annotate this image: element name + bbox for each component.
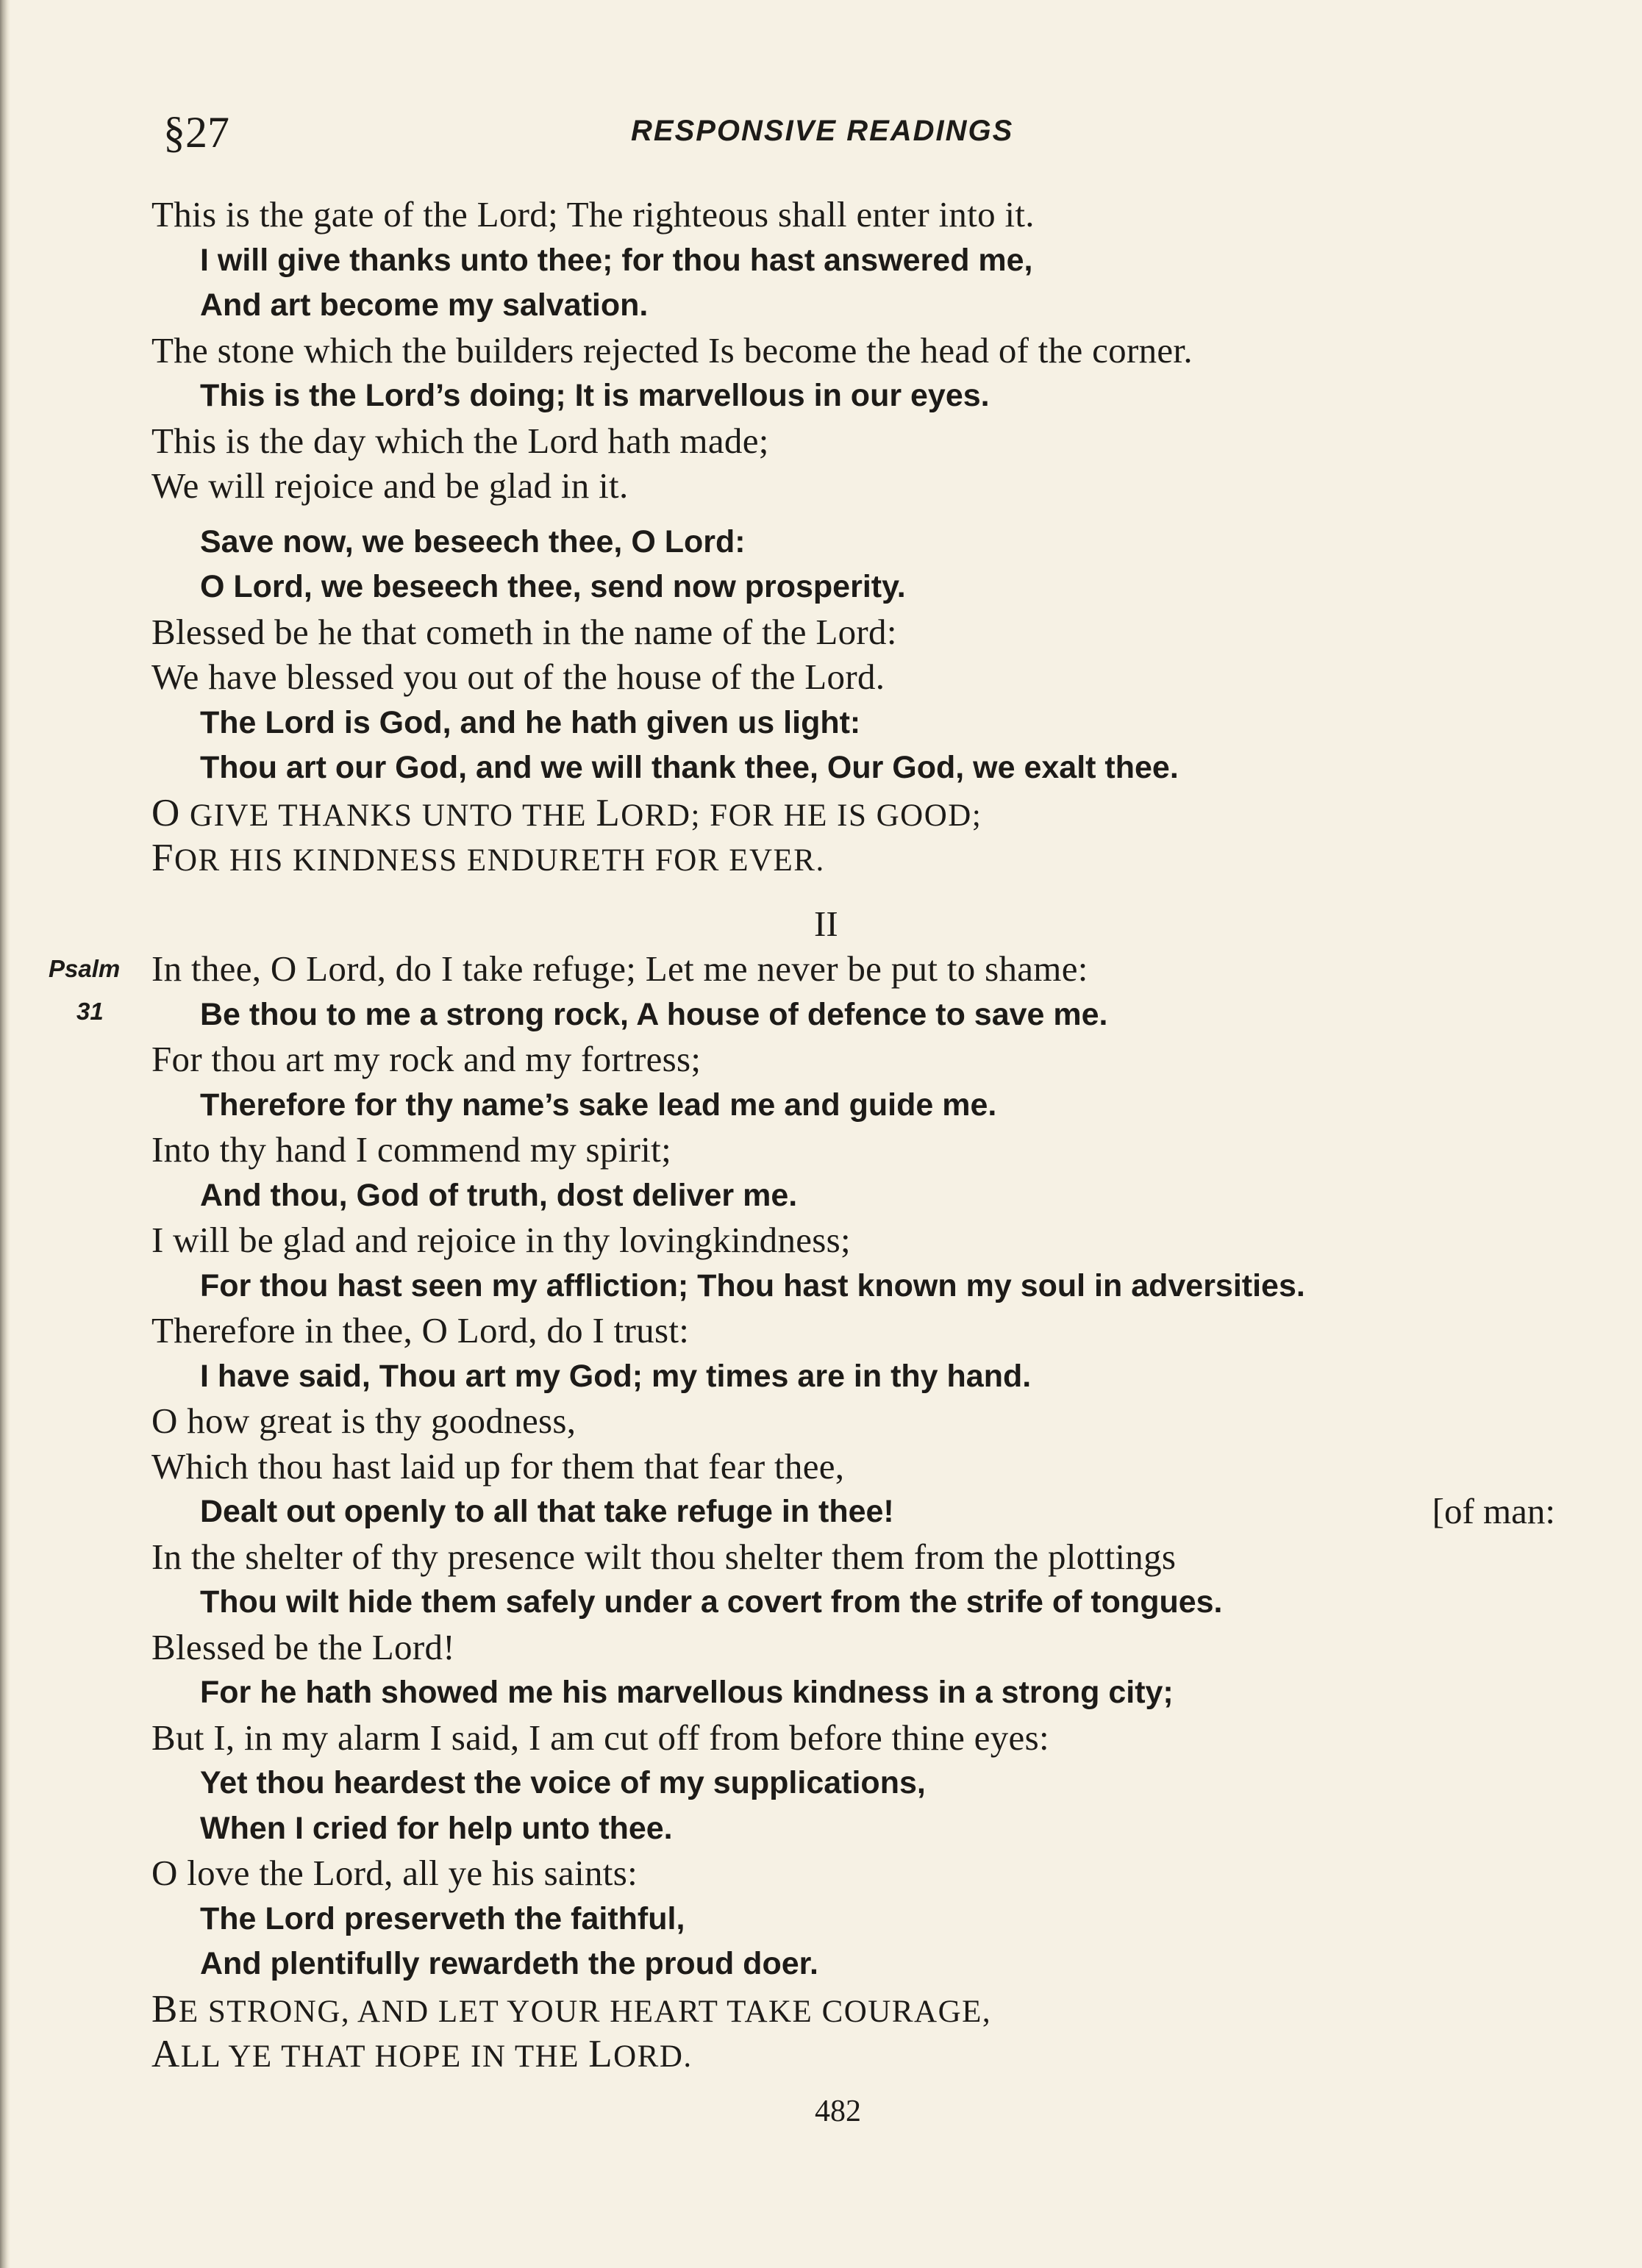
response-line: I will give thanks unto thee; for thou hast answered me, — [200, 242, 1033, 278]
line-text: When I cried for help unto thee. — [200, 1810, 673, 1846]
line-text: Into thy hand I commend my spirit; — [151, 1129, 671, 1170]
leader-line — [151, 1535, 1176, 1579]
response-line: Thou art our God, and we will thank thee, Our God, we exalt thee. — [200, 750, 1179, 785]
response-line — [200, 1489, 1642, 1534]
drop-cap-letter: F — [151, 837, 174, 879]
drop-cap-letter: L — [588, 2033, 614, 2075]
small-caps-text: ORD; FOR HE IS GOOD; — [621, 798, 982, 833]
leader-line: This is the day which the Lord hath made; — [151, 420, 769, 461]
page-number: 482 — [815, 2094, 861, 2128]
leader-line — [151, 1445, 844, 1489]
leader-line — [151, 1128, 671, 1172]
leader-line — [151, 1309, 689, 1353]
small-caps-text: OR HIS KINDNESS ENDURETH FOR EVER. — [174, 843, 825, 878]
unison-line — [151, 791, 982, 835]
leader-line — [151, 1218, 851, 1262]
leader-line — [151, 1716, 1049, 1760]
response-line — [200, 1806, 673, 1850]
response-line — [200, 1761, 926, 1805]
response-line: And art become my salvation. — [200, 287, 649, 323]
response-line: O Lord, we beseech thee, send now prosperity. — [200, 569, 906, 604]
response-line — [200, 1264, 1305, 1308]
response-line — [200, 1580, 1223, 1624]
line-text: Thou wilt hide them safely under a covert from the strife of tongues. — [200, 1584, 1223, 1620]
unison-line — [151, 836, 825, 880]
line-text: Dealt out openly to all that take refuge in thee! — [200, 1494, 894, 1529]
line-text: For he hath showed me his marvellous kindness in a strong city; — [200, 1675, 1174, 1710]
line-text: Therefore for thy name’s sake lead me and guide me. — [200, 1087, 997, 1123]
drop-cap-letter: L — [596, 791, 621, 834]
leader-line — [151, 1625, 455, 1670]
margin-note-number: 31 — [76, 998, 104, 1025]
line-text: And thou, God of truth, dost deliver me. — [200, 1177, 798, 1213]
line-text: In the shelter of thy presence wilt thou shelter them from the plottings — [151, 1536, 1177, 1577]
line-text: I will be glad and rejoice in thy lovingkindness; — [151, 1220, 851, 1260]
response-line — [200, 1942, 818, 1986]
small-caps-text: ORD. — [613, 2039, 693, 2074]
margin-note-psalm-reference — [49, 953, 120, 1028]
unison-line — [151, 2032, 693, 2076]
leader-line: We have blessed you out of the house of the Lord. — [151, 657, 885, 697]
response-line: This is the Lord’s doing; It is marvellous in our eyes. — [200, 378, 990, 413]
response-line: The Lord is God, and he hath given us light: — [200, 704, 861, 740]
page-spine-edge — [0, 0, 10, 2268]
small-caps-text: GIVE THANKS UNTO THE — [180, 798, 596, 833]
line-text: Which thou hast laid up for them that fear thee, — [151, 1445, 845, 1487]
page-header — [0, 103, 1642, 162]
part-numeral: II — [814, 903, 838, 944]
line-text: For thou art my rock and my fortress; — [151, 1039, 702, 1079]
line-text: O how great is thy goodness, — [151, 1400, 577, 1441]
response-line: Save now, we beseech thee, O Lord: — [200, 523, 746, 559]
small-caps-text: LL YE THAT HOPE IN THE — [180, 2039, 589, 2074]
leader-line: We will rejoice and be glad in it. — [151, 465, 629, 506]
leader-line — [151, 1037, 701, 1081]
leader-line — [151, 1851, 638, 1895]
line-text: O love the Lord, all ye his saints: — [151, 1853, 638, 1893]
leader-line — [151, 1399, 576, 1443]
running-head: RESPONSIVE READINGS — [631, 115, 1014, 147]
leader-line — [151, 947, 1088, 991]
section-number: §27 — [163, 108, 229, 157]
unison-line — [151, 1987, 991, 2031]
line-text: In thee, O Lord, do I take refuge; Let me never be put to shame: — [151, 948, 1088, 989]
response-line — [200, 992, 1108, 1037]
leader-line: This is the gate of the Lord; The righteous shall enter into it. — [151, 194, 1035, 235]
line-text: Blessed be the Lord! — [151, 1626, 455, 1667]
drop-cap-letter: A — [151, 2033, 181, 2075]
line-text: Be thou to me a strong rock, A house of defence to save me. — [200, 996, 1108, 1032]
small-caps-text: E STRONG, AND LET YOUR HEART TAKE COURAGE, — [178, 1994, 992, 2029]
drop-cap-letter: O — [151, 791, 181, 834]
margin-note-label: Psalm — [49, 955, 121, 982]
line-text: I have said, Thou art my God; my times are in thy hand. — [200, 1358, 1032, 1394]
line-text: For thou hast seen my affliction; Thou hast known my soul in adversities. — [200, 1267, 1305, 1303]
line-text: The Lord preserveth the faithful, — [200, 1900, 685, 1936]
leader-line: Blessed be he that cometh in the name of the Lord: — [151, 611, 897, 652]
response-line — [200, 1670, 1174, 1714]
response-line — [200, 1897, 685, 1941]
line-text: Therefore in thee, O Lord, do I trust: — [151, 1310, 690, 1351]
response-line — [200, 1173, 797, 1217]
response-line — [200, 1083, 996, 1127]
response-line — [200, 1354, 1031, 1398]
runover-fragment: [of man: — [1432, 1491, 1555, 1531]
line-text: And plentifully rewardeth the proud doer. — [200, 1946, 818, 1981]
drop-cap-letter: B — [151, 1987, 179, 2031]
line-text: But I, in my alarm I said, I am cut off from before thine eyes: — [151, 1717, 1049, 1758]
leader-line: The stone which the builders rejected Is become the head of the corner. — [151, 329, 1193, 371]
line-text: Yet thou heardest the voice of my supplications, — [200, 1765, 926, 1800]
